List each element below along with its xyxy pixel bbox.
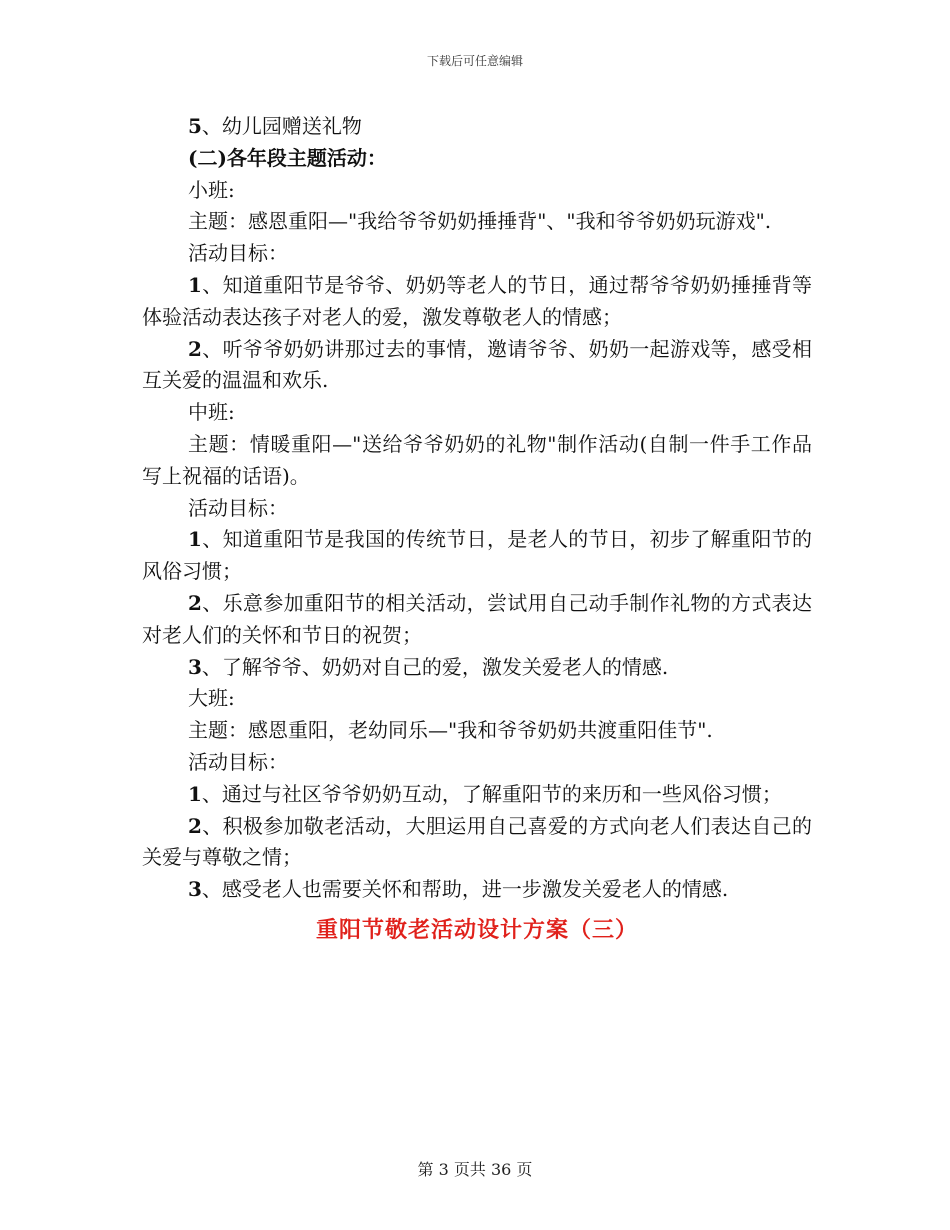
- goal-text: 、听爷爷奶奶讲那过去的事情，邀请爷爷、奶奶一起游戏等，感受相互关爱的温温和欢乐.: [142, 336, 812, 393]
- goal-text: 、知道重阳节是我国的传统节日，是老人的节日，初步了解重阳节的风俗习惯；: [142, 527, 812, 584]
- small-class-theme: 主题：感恩重阳—"我给爷爷奶奶捶捶背"、"我和爷爷奶奶玩游戏".: [188, 209, 772, 234]
- goal-text: 、感受老人也需要关怀和帮助，进一步激发关爱老人的情感.: [201, 877, 729, 902]
- goal-number: 2: [188, 813, 202, 838]
- list-number: 5: [188, 114, 202, 138]
- goal-number: 2: [188, 590, 202, 615]
- section-title: 重阳节敬老活动设计方案（三）: [315, 916, 638, 943]
- small-class-goal-2: [142, 334, 812, 398]
- goal-text: 、乐意参加重阳节的相关活动，尝试用自己动手制作礼物的方式表达对老人们的关怀和节日的祝贺；: [142, 590, 812, 647]
- goal-number: 2: [188, 336, 202, 361]
- page-footer: 第 3 页共 36 页: [417, 1160, 533, 1179]
- middle-class-label: 中班:: [188, 400, 235, 425]
- goal-text: 、通过与社区爷爷奶奶互动，了解重阳节的来历和一些风俗习惯；: [201, 781, 782, 806]
- middle-class-goal-1: [142, 524, 812, 588]
- document-body: [142, 111, 812, 952]
- list-item-gift: [142, 111, 812, 143]
- big-class-goal-label: 活动目标：: [188, 749, 288, 774]
- small-class-goal-label: 活动目标：: [188, 241, 288, 266]
- goal-number: 1: [188, 527, 202, 552]
- goal-number: 1: [188, 781, 202, 806]
- goal-text: 、知道重阳节是爷爷、奶奶等老人的节日，通过帮爷爷奶奶捶捶背等体验活动表达孩子对老人的爱，激发尊敬老人的情感；: [142, 272, 812, 329]
- middle-class-goal-3: [142, 652, 812, 684]
- goal-text: 、积极参加敬老活动，大胆运用自己喜爱的方式向老人们表达自己的关爱与尊敬之情；: [142, 813, 812, 870]
- big-class-goal-1: [142, 779, 812, 811]
- middle-class-goal-2: [142, 588, 812, 652]
- big-class-label: 大班:: [188, 686, 235, 711]
- small-class-label: 小班:: [188, 177, 235, 202]
- goal-number: 3: [188, 654, 202, 679]
- small-class-goal-1: [142, 270, 812, 334]
- middle-class-theme: 主题：情暖重阳—"送给爷爷奶奶的礼物"制作活动(自制一件手工作品写上祝福的话语)。: [142, 431, 812, 488]
- big-class-theme: 主题：感恩重阳，老幼同乐—"我和爷爷奶奶共渡重阳佳节".: [188, 718, 713, 743]
- list-text: 、幼儿园赠送礼物: [201, 114, 362, 138]
- page-header: 下载后可任意编辑: [426, 54, 523, 68]
- big-class-goal-3: [142, 874, 812, 906]
- goal-number: 3: [188, 877, 202, 902]
- subsection-heading: (二)各年段主题活动：: [188, 145, 387, 170]
- big-class-goal-2: [142, 811, 812, 875]
- goal-number: 1: [188, 272, 202, 297]
- middle-class-goal-label: 活动目标：: [188, 495, 288, 520]
- goal-text: 、了解爷爷、奶奶对自己的爱，激发关爱老人的情感.: [201, 654, 669, 679]
